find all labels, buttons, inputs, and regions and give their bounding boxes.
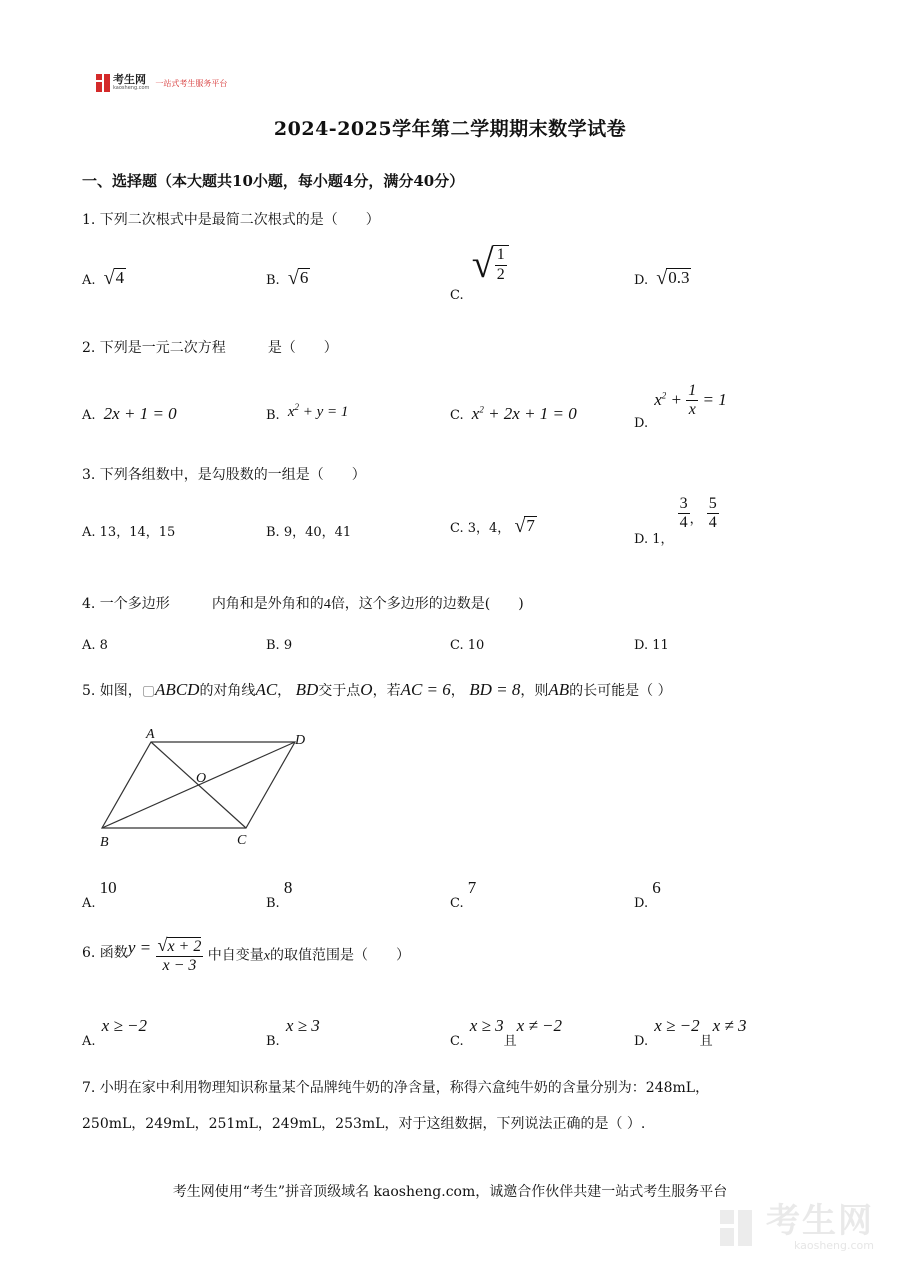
question-7-line-2: 250mL，249mL，251mL，249mL，253mL，对于这组数据，下列说法正确的是（ ）. bbox=[82, 1116, 646, 1132]
q5-option-d: D. 6 bbox=[634, 878, 661, 911]
q2-option-b: B. $x^2 + y = 1$ bbox=[266, 402, 349, 423]
watermark-logo-icon bbox=[718, 1206, 762, 1250]
q1-option-a: A. √ 4 bbox=[82, 267, 125, 289]
q2-option-d: D. $x^2$ + $\frac{1}{x}$ = 1 bbox=[634, 382, 727, 431]
q6-option-b: B. x ≥ 3 bbox=[266, 1016, 320, 1049]
logo-icon bbox=[96, 74, 110, 92]
q3-option-a: A. 13，14，15 bbox=[82, 525, 176, 540]
logo-name: 考生网 bbox=[113, 73, 146, 86]
label-c: C bbox=[237, 833, 247, 848]
q1-option-d: D. √ 0.3 bbox=[634, 267, 690, 289]
q1-option-b: B. √ 6 bbox=[266, 267, 309, 289]
question-4-stem: 4. 一个多边形 内角和是外角和的4倍，这个多边形的边数是( ) bbox=[82, 596, 524, 612]
label-d: D bbox=[295, 733, 306, 748]
question-1-stem: 1. 下列二次根式中是最简二次根式的是（ ） bbox=[82, 212, 380, 228]
q3-option-c: C. 3，4， √ 7 bbox=[450, 515, 535, 537]
q5-option-c: C. 7 bbox=[450, 878, 477, 911]
label-b: B bbox=[100, 835, 109, 850]
q2-option-a: A. 2x + 1 = 0 bbox=[82, 404, 177, 423]
parallelogram-figure bbox=[92, 722, 322, 854]
question-7-line-1: 7. 小明在家中利用物理知识称量某个品牌纯牛奶的净含量，称得六盒纯牛奶的含量分别为：248mL， bbox=[82, 1080, 710, 1096]
q4-option-d: D. 11 bbox=[634, 638, 669, 653]
q2-option-c: C. $x^2 + 2x + 1 = 0$ bbox=[450, 404, 577, 423]
q6-option-c: C. x ≥ 3且x ≠ −2 bbox=[450, 1016, 563, 1049]
q4-option-a: A. 8 bbox=[82, 638, 108, 653]
label-a: A bbox=[146, 727, 155, 742]
q6-option-d: D. x ≥ −2且x ≠ 3 bbox=[634, 1016, 747, 1049]
label-o: O bbox=[196, 771, 207, 786]
question-2-stem: 2. 下列是一元二次方程 是（ ） bbox=[82, 340, 338, 356]
logo-slogan: 一站式考生服务平台 bbox=[155, 78, 228, 88]
question-3-stem: 3. 下列各组数中，是勾股数的一组是（ ） bbox=[82, 467, 366, 483]
q3-option-d: D. 1， $\frac{3}{4}$ ， $\frac{5}{4}$ bbox=[634, 495, 717, 548]
q3-option-b: B. 9，40，41 bbox=[266, 525, 352, 540]
q5-option-a: A. 10 bbox=[82, 878, 117, 911]
q5-option-b: B. 8 bbox=[266, 878, 293, 911]
logo-domain: kaosheng.com bbox=[113, 85, 150, 91]
watermark bbox=[718, 1203, 874, 1252]
exam-title: 2024-2025学年第二学期期末数学试卷 bbox=[273, 118, 627, 140]
watermark-text: 考生网 bbox=[766, 1201, 874, 1241]
site-logo bbox=[96, 73, 227, 93]
question-6-stem: 6. 函数y = $\frac{√x + 2}{x - 3}$ 中自变量x的取值范围是（ ） bbox=[82, 935, 411, 975]
q4-option-c: C. 10 bbox=[450, 638, 485, 653]
q1-option-c: C. √ $\frac{1}{2}$ bbox=[450, 244, 509, 284]
q4-option-b: B. 9 bbox=[266, 638, 293, 653]
q6-option-a: A. x ≥ −2 bbox=[82, 1016, 148, 1049]
section-heading: 一、选择题（本大题共10小题，每小题4分，满分40分） bbox=[82, 172, 465, 190]
question-5-stem: 5. 如图，▢ABCD的对角线AC， BD交于点O，若AC = 6， BD = 8，则AB的长可能是（ ） bbox=[82, 680, 672, 699]
watermark-domain: kaosheng.com bbox=[793, 1239, 874, 1252]
footer-note: 考生网使用“考生”拼音顶级域名 kaosheng.com，诚邀合作伙伴共建一站式考生服务平台 bbox=[172, 1184, 728, 1200]
